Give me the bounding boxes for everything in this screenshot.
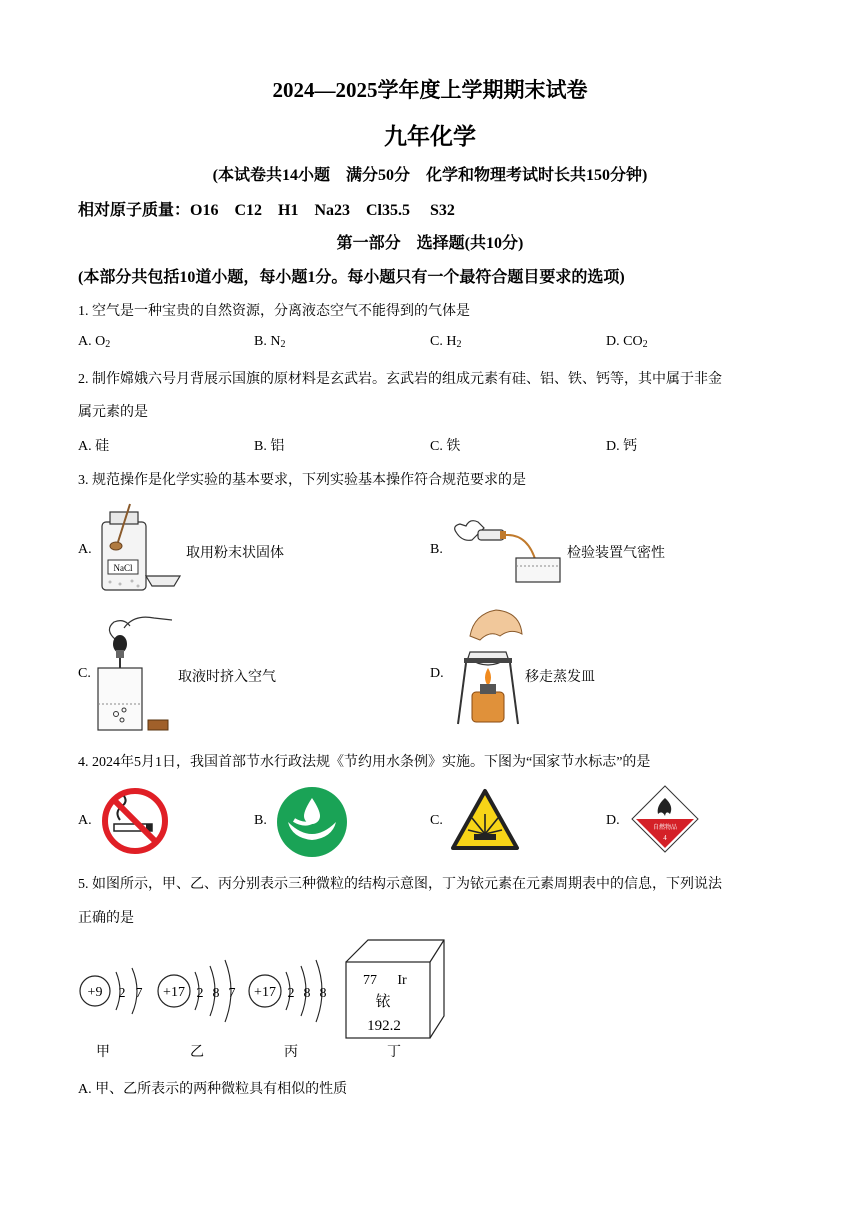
q4-option-d[interactable]: D. <box>606 813 620 828</box>
q3-option-b-desc: 检验装置气密性 <box>567 546 665 561</box>
sign-class-number: 4 <box>663 834 667 842</box>
q1-option-b[interactable]: B. $N_2$ <box>254 334 286 350</box>
yi-shell-2: 8 <box>212 986 220 1001</box>
exam-info: (本试卷共14小题 满分50分 化学和物理考试时长共150分钟) <box>212 167 648 184</box>
q4-option-b[interactable]: B. <box>254 813 267 828</box>
sign-label: 自燃物品 <box>652 825 678 831</box>
element-name: 铱 <box>375 994 391 1010</box>
q4-option-c[interactable]: C. <box>430 813 443 828</box>
powder-bottle-illustration <box>94 502 184 594</box>
question-4: 4. 2024年5月1日，我国首部节水行政法规《节约用水条例》实施。下图为“国家节水标志”的是 <box>78 755 651 770</box>
yi-label: 乙 <box>190 1045 204 1060</box>
yi-shell-3: 7 <box>228 986 236 1001</box>
q3-option-d-letter[interactable]: D. <box>430 666 444 681</box>
element-symbol: Ir <box>397 973 407 988</box>
q3-option-d-desc: 移走蒸发皿 <box>525 670 595 685</box>
bing-label: 丙 <box>284 1045 298 1060</box>
nacl-label: NaCl <box>113 563 133 573</box>
bing-shell-3: 8 <box>319 986 327 1001</box>
ding-label: 丁 <box>387 1045 401 1060</box>
q5-option-a[interactable]: A. 甲、乙所表示的两种微粒具有相似的性质 <box>78 1082 348 1097</box>
q3-option-c-letter[interactable]: C. <box>78 666 91 681</box>
section-note: (本部分共包括10道小题，每小题1分。每小题只有一个最符合题目要求的选项) <box>78 269 625 286</box>
q1-option-a[interactable]: A. $O_2$ <box>78 334 111 350</box>
particle-structure-diagrams <box>76 938 456 1068</box>
question-2-line2: 属元素的是 <box>78 405 148 420</box>
dropper-illustration <box>94 610 174 734</box>
subject-title: 九年化学 <box>384 124 476 149</box>
question-1: 1. 空气是一种宝贵的自然资源，分离液态空气不能得到的气体是 <box>78 304 470 319</box>
q1-option-d[interactable]: D. $CO_2$ <box>606 334 648 350</box>
q2-option-a[interactable]: A. 硅 <box>78 439 110 454</box>
q2-option-d[interactable]: D. 钙 <box>606 439 638 454</box>
water-saving-sign-icon <box>276 786 348 858</box>
evaporating-dish-illustration <box>450 606 526 736</box>
element-atomic-mass: 192.2 <box>367 1018 401 1034</box>
jia-nucleus-charge: +9 <box>87 985 103 1000</box>
bing-nucleus-charge: +17 <box>254 985 276 1000</box>
q4-option-a[interactable]: A. <box>78 813 92 828</box>
atomic-mass-line: 相对原子质量：O16 C12 H1 Na23 Cl35.5 S32 <box>78 202 455 219</box>
yi-shell-1: 2 <box>196 986 204 1001</box>
yi-nucleus-charge: +17 <box>163 985 185 1000</box>
jia-label: 甲 <box>96 1045 110 1060</box>
airtightness-test-illustration <box>448 512 563 587</box>
question-5-line2: 正确的是 <box>78 911 134 926</box>
question-5-line1: 5. 如图所示，甲、乙、丙分别表示三种微粒的结构示意图，丁为铱元素在元素周期表中的信息，下列说法 <box>78 877 722 892</box>
bing-shell-1: 2 <box>287 986 295 1001</box>
no-smoking-sign-icon <box>100 786 170 856</box>
element-atomic-number: 77 <box>363 973 377 988</box>
section-title: 第一部分 选择题(共10分) <box>336 235 524 252</box>
spontaneous-combustion-sign-icon <box>630 784 700 854</box>
q3-option-a-desc: 取用粉末状固体 <box>186 546 284 561</box>
bing-shell-2: 8 <box>303 986 311 1001</box>
jia-shell-1: 2 <box>118 986 126 1001</box>
q2-option-b[interactable]: B. 铝 <box>254 439 285 454</box>
explosive-warning-sign-icon <box>450 788 520 852</box>
q3-option-a-letter[interactable]: A. <box>78 542 92 557</box>
q3-option-c-desc: 取液时挤入空气 <box>178 670 276 685</box>
question-2-line1: 2. 制作嫦娥六号月背展示国旗的原材料是玄武岩。玄武岩的组成元素有硅、铝、铁、钙等，其中属于非金 <box>78 372 722 387</box>
q1-option-c[interactable]: C. $H_2$ <box>430 334 462 350</box>
jia-shell-2: 7 <box>135 986 143 1001</box>
question-3: 3. 规范操作是化学实验的基本要求，下列实验基本操作符合规范要求的是 <box>78 473 526 488</box>
q2-option-c[interactable]: C. 铁 <box>430 439 461 454</box>
q3-option-b-letter[interactable]: B. <box>430 542 443 557</box>
exam-title: 2024—2025学年度上学期期末试卷 <box>272 78 588 102</box>
